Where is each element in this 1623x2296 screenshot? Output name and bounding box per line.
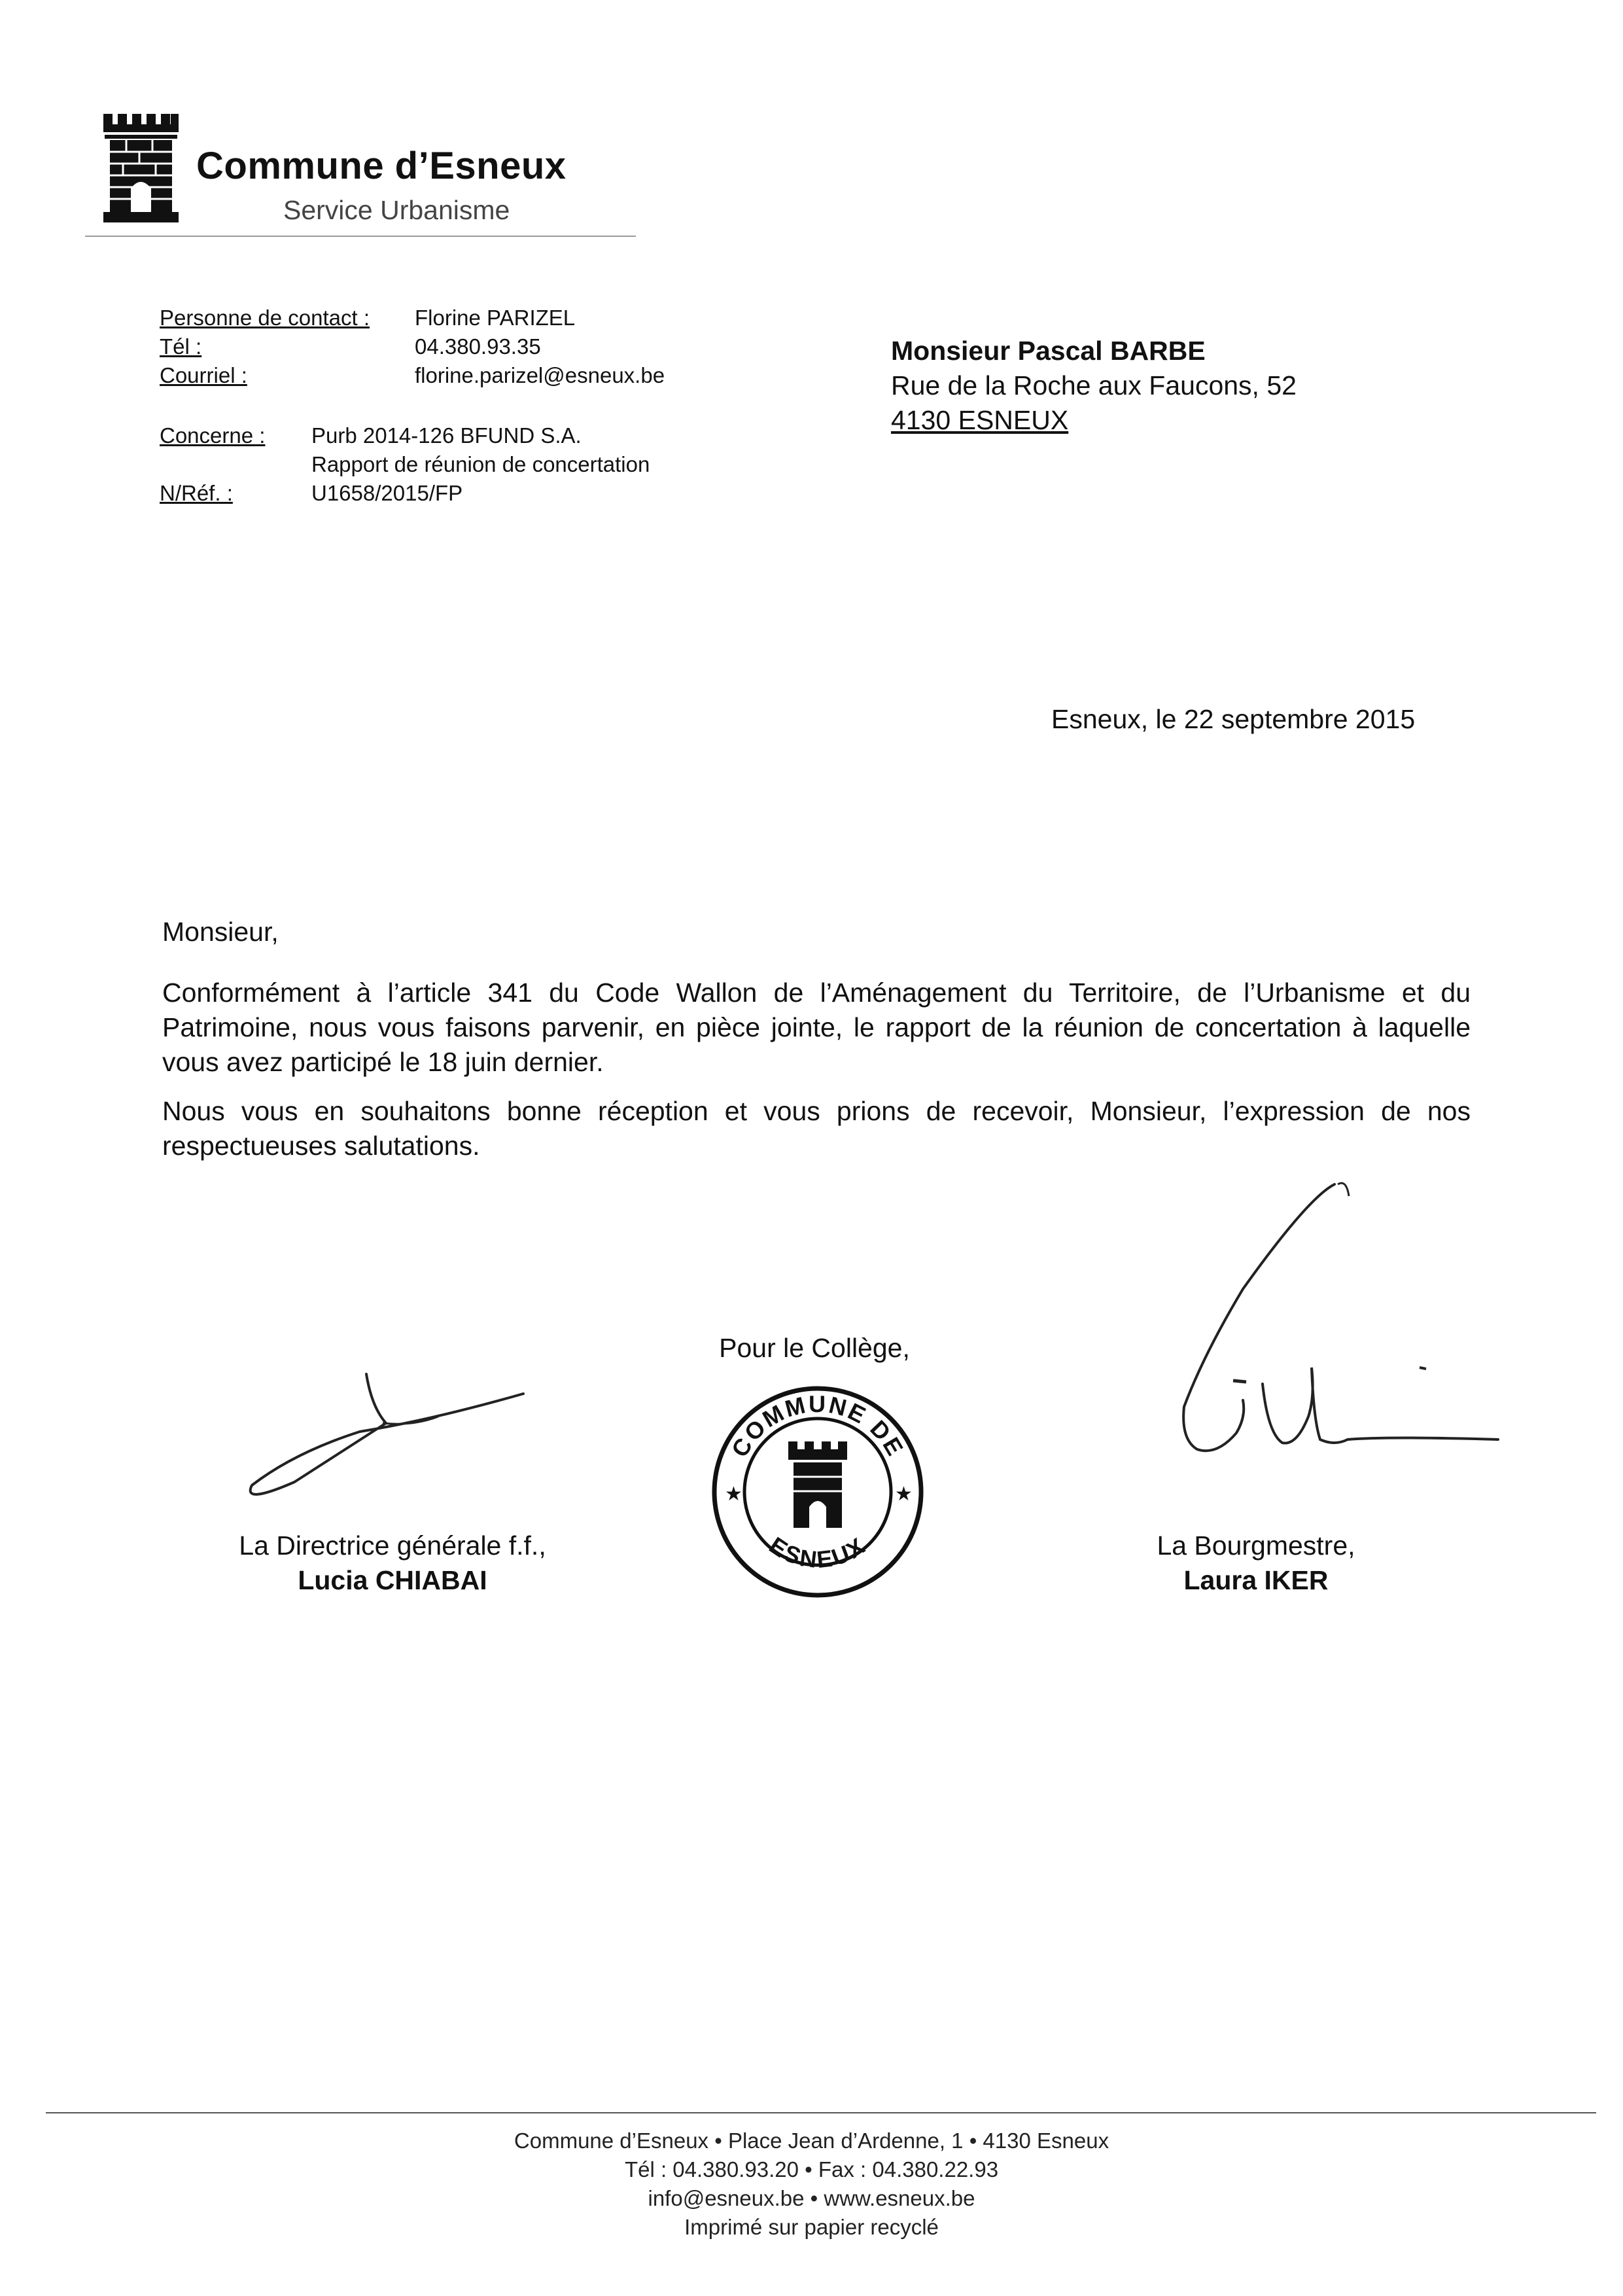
- reference-label: N/Réf. :: [160, 481, 233, 505]
- footer-web[interactable]: info@esneux.be • www.esneux.be: [648, 2186, 975, 2210]
- letterhead-divider: [85, 236, 636, 237]
- footer-note: Imprimé sur papier recyclé: [684, 2215, 939, 2239]
- recipient-name: Monsieur Pascal BARBE: [891, 336, 1206, 366]
- letter-date: Esneux, le 22 septembre 2015: [1051, 704, 1416, 734]
- recipient-street: Rue de la Roche aux Faucons, 52: [891, 370, 1297, 400]
- left-signatory-name: Lucia CHIABAI: [298, 1565, 487, 1595]
- contact-tel-label: Tél :: [160, 334, 202, 359]
- contact-email-label: Courriel :: [160, 363, 247, 387]
- commune-stamp: [707, 1384, 929, 1600]
- recipient-city: 4130 ESNEUX: [891, 405, 1069, 435]
- concerne-line-1: Purb 2014-126 BFUND S.A.: [311, 423, 582, 448]
- footer: [0, 2127, 1623, 2242]
- contact-tel-value: 04.380.93.35: [415, 334, 541, 359]
- contact-email-value[interactable]: florine.parizel@esneux.be: [415, 363, 665, 387]
- concerne-label: Concerne :: [160, 423, 266, 448]
- right-signature: [1112, 1158, 1518, 1498]
- contact-person-value: Florine PARIZEL: [415, 306, 576, 330]
- right-signatory-title: La Bourgmestre,: [1157, 1530, 1355, 1561]
- right-signatory: [1073, 1528, 1439, 1598]
- stamp-bottom-text: ESNEUX: [764, 1531, 871, 1574]
- footer-divider: [46, 2112, 1596, 2113]
- organization-name: Commune d’Esneux: [196, 145, 567, 187]
- subject-block: [160, 421, 650, 508]
- letter-body: [162, 915, 1471, 1178]
- right-signatory-name: Laura IKER: [1183, 1565, 1329, 1595]
- salutation: Monsieur,: [162, 917, 279, 947]
- svg-text:★: ★: [895, 1483, 913, 1506]
- service-name: Service Urbanisme: [283, 195, 510, 225]
- svg-text:ESNEUX: [765, 1532, 871, 1574]
- footer-address: Commune d’Esneux • Place Jean d’Ardenne, 1 • 4130 Esneux: [514, 2128, 1109, 2153]
- reference-value: U1658/2015/FP: [311, 481, 463, 505]
- body-paragraph-1: Conformément à l’article 341 du Code Wallon de l’Aménagement du Territoire, de l’Urbanisme et du Patrimoine, nous vous faisons parvenir, en pièce jointe, le rapport de la réunion de concertation à laquelle vous avez participé le 18 juin dernier.: [162, 978, 1471, 1077]
- college-label: Pour le Collège,: [719, 1333, 910, 1363]
- contact-block: [160, 304, 665, 390]
- contact-person-label: Personne de contact :: [160, 306, 370, 330]
- svg-text:★: ★: [725, 1483, 742, 1506]
- left-signatory-title: La Directrice générale f.f.,: [239, 1530, 546, 1561]
- body-paragraph-2: Nous vous en souhaitons bonne réception et vous prions de recevoir, Monsieur, l’expression de nos respectueuses salutations.: [162, 1096, 1471, 1161]
- left-signature: [216, 1354, 543, 1505]
- left-signatory: [157, 1528, 628, 1598]
- castle-tower-icon: [103, 111, 179, 222]
- stamp-top-text: COMMUNE DE: [725, 1390, 910, 1462]
- recipient-address: [891, 334, 1297, 438]
- concerne-line-2: Rapport de réunion de concertation: [311, 452, 650, 476]
- footer-phone: Tél : 04.380.93.20 • Fax : 04.380.22.93: [624, 2157, 999, 2181]
